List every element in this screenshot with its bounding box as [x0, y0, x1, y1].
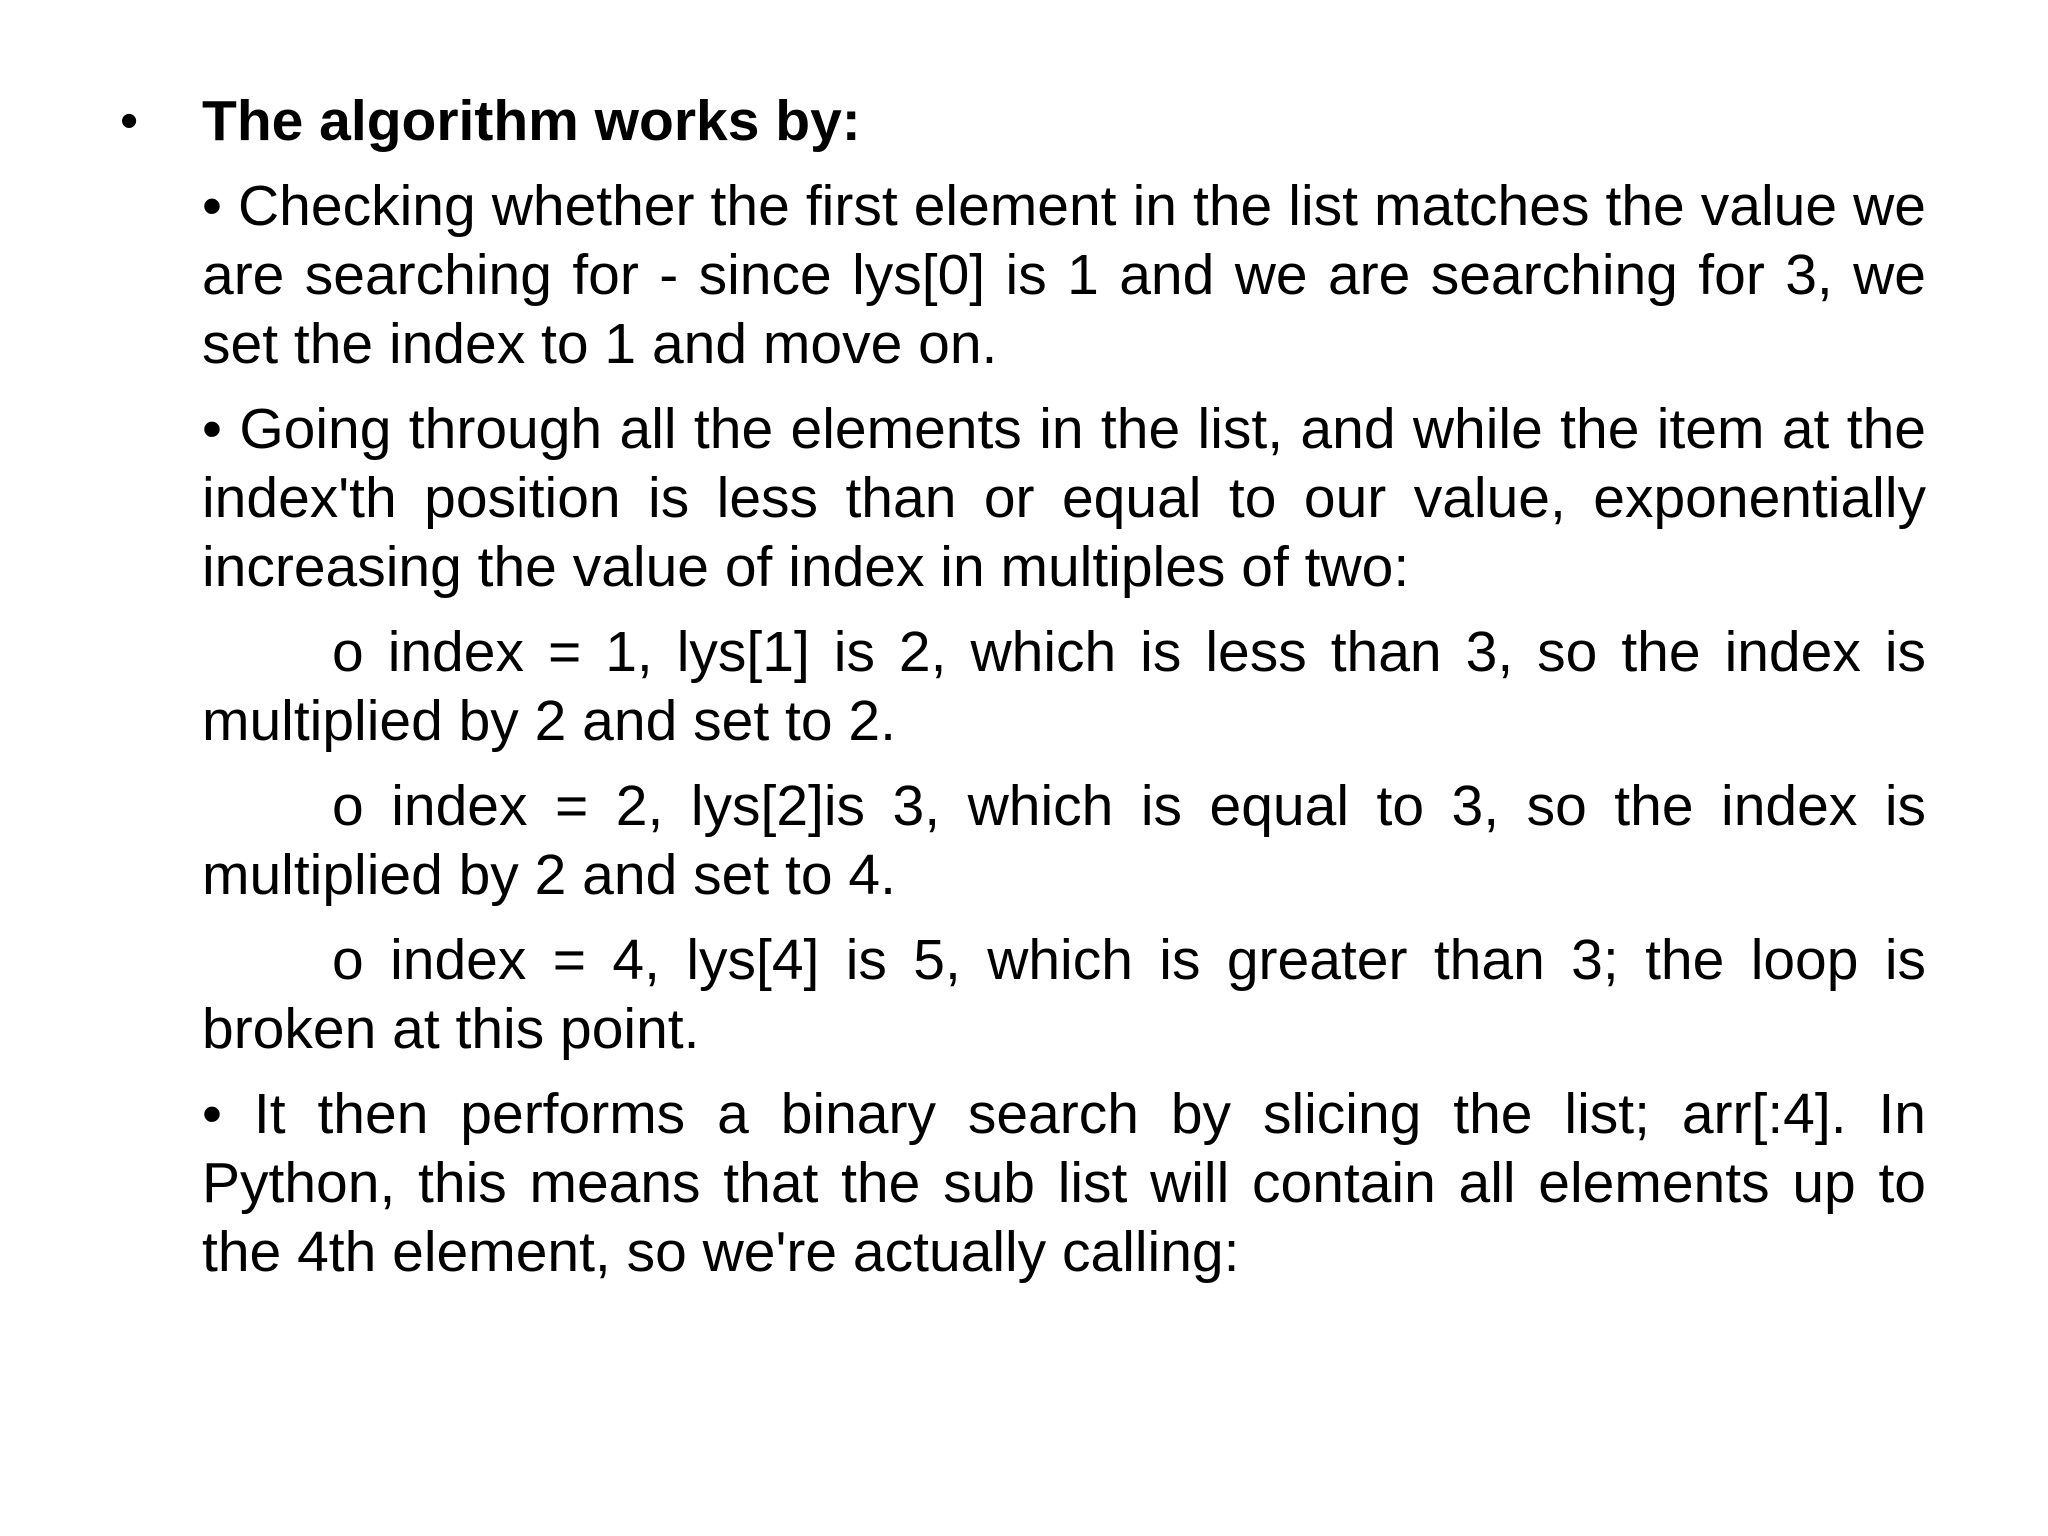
paragraph-check-first: • Checking whether the first element in the list matches the value we are searching for - since lys[0] is 1 and we are searching for 3, we set the index to 1 and move on. [202, 174, 1926, 376]
heading-bullet: • [120, 92, 139, 150]
sub-step-index-4: o index = 4, lys[4] is 5, which is greater than 3; the loop is broken at this point. [202, 928, 1926, 1061]
paragraph-binary-search: • It then performs a binary search by slicing the list; arr[:4]. In Python, this means that the sub list will contain all elements up to the 4th element, so we're actually calling: [202, 1082, 1926, 1284]
heading-row [120, 86, 861, 156]
paragraph-going-through: • Going through all the elements in the list, and while the item at the index'th position is less than or equal to our value, exponentially increasing the value of index in multiples of two: [202, 397, 1926, 599]
slide-heading: The algorithm works by: [202, 89, 861, 153]
sub-step-index-2: o index = 2, lys[2]is 3, which is equal to 3, so the index is multiplied by 2 and set to 4. [202, 774, 1926, 907]
slide-body [202, 172, 1926, 1287]
sub-step-index-1: o index = 1, lys[1] is 2, which is less than 3, so the index is multiplied by 2 and set to 2. [202, 620, 1926, 753]
